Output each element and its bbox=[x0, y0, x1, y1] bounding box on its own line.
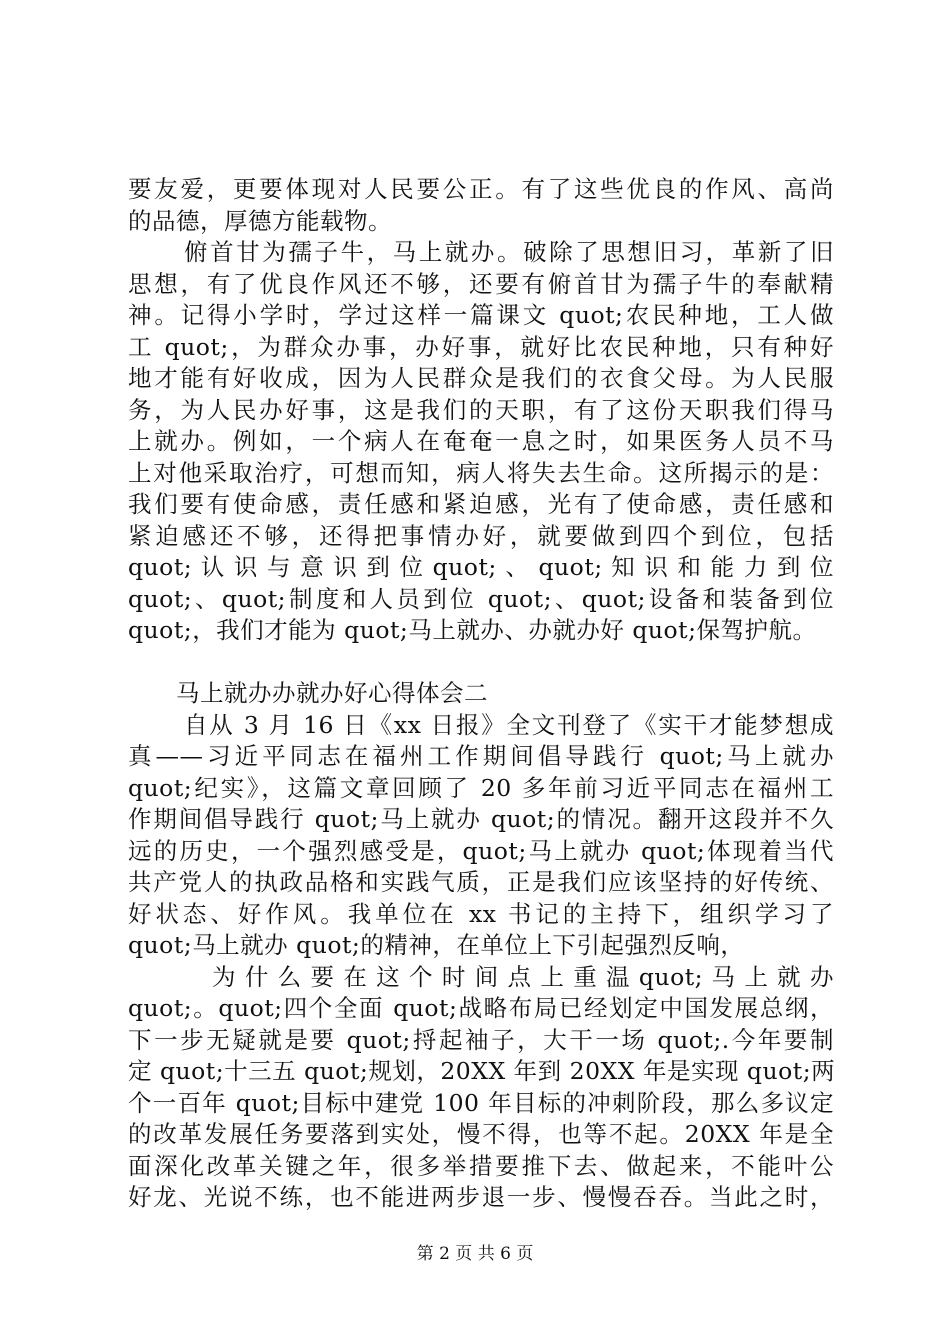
text-line: 真——习近平同志在福州工作期间倡导践行 quot;马上就办 bbox=[128, 742, 834, 770]
text-line: quot;马上就办 quot;的精神，在单位上下引起强烈反响， bbox=[128, 931, 745, 959]
text-line: 务，为人民办好事，这是我们的天职，有了这份天职我们得马 bbox=[128, 395, 834, 424]
text-line: 紧迫感还不够，还得把事情办好，就要做到四个到位，包括 bbox=[128, 521, 834, 550]
text-line: 的改革发展任务要落到实处，慢不得，也等不起。20XX 年是全 bbox=[128, 1120, 834, 1148]
text-line: 的品德，厚德方能载物。 bbox=[128, 206, 392, 235]
paragraph-start-line: 俯首甘为孺子牛，马上就办。破除了思想旧习，革新了旧 bbox=[184, 238, 834, 266]
text-line: 面深化改革关键之年，很多举措要推下去、做起来，不能叶公 bbox=[128, 1151, 834, 1180]
text-line: quot; 认 识 与 意 识 到 位 quot; 、 quot; 知 识 和 能 力 到 位 bbox=[128, 553, 834, 581]
text-line: 定 quot;十三五 quot;规划，20XX 年到 20XX 年是实现 quot;两 bbox=[128, 1057, 836, 1085]
page-number-footer: 第 2 页 共 6 页 bbox=[416, 1244, 534, 1264]
paragraph-start-line: 为 什 么 要 在 这 个 时 间 点 上 重 温 quot; 马 上 就 办 bbox=[212, 962, 834, 991]
text-line: quot;，我们才能为 quot;马上就办、办就办好 quot;保驾护航。 bbox=[128, 616, 817, 644]
text-line: 我们要有使命感，责任感和紧迫感，光有了使命感，责任感和 bbox=[128, 490, 834, 518]
text-line: 要友爱，更要体现对人民要公正。有了这些优良的作风、高尚 bbox=[128, 175, 834, 203]
paragraph-gap bbox=[128, 647, 834, 679]
text-line: 下一步无疑就是要 quot;捋起袖子，大干一场 quot;.今年要制 bbox=[128, 1025, 834, 1054]
text-line: quot;、quot;制度和人员到位 quot;、quot;设备和装备到位 bbox=[128, 584, 834, 613]
text-line: 好龙、光说不练，也不能进两步退一步、慢慢吞吞。当此之时， bbox=[128, 1183, 834, 1211]
text-line: 工 quot;，为群众办事，办好事，就好比农民种地，只有种好 bbox=[128, 332, 834, 361]
text-line: 地才能有好收成，因为人民群众是我们的衣食父母。为人民服 bbox=[128, 364, 834, 392]
text-line: 神。记得小学时，学过这样一篇课文 quot;农民种地，工人做 bbox=[128, 301, 834, 329]
paragraph-start-line: 自从 3 月 16 日《xx 日报》全文刊登了《实干才能梦想成 bbox=[184, 710, 834, 739]
text-line: 远的历史，一个强烈感受是，quot;马上就办 quot;体现着当代 bbox=[128, 836, 834, 865]
text-line: 个一百年 quot;目标中建党 100 年目标的冲刺阶段，那么多议定 bbox=[128, 1088, 834, 1117]
document-body bbox=[128, 174, 834, 1214]
text-line: 共产党人的执政品格和实践气质，正是我们应该坚持的好传统、 bbox=[128, 868, 834, 896]
text-line: 作期间倡导践行 quot;马上就办 quot;的情况。翻开这段并不久 bbox=[128, 805, 834, 833]
text-line: 思想，有了优良作风还不够，还要有俯首甘为孺子牛的奉献精 bbox=[128, 269, 834, 298]
section-heading: 马上就办办就办好心得体会二 bbox=[176, 679, 488, 707]
text-line: 上对他采取治疗，可想而知，病人将失去生命。这所揭示的是： bbox=[128, 458, 834, 487]
text-line: quot;。quot;四个全面 quot;战略布局已经划定中国发展总纲， bbox=[128, 994, 834, 1022]
text-line: 好状态、好作风。我单位在 xx 书记的主持下，组织学习了 bbox=[128, 899, 834, 928]
text-line: quot;纪实》，这篇文章回顾了 20 多年前习近平同志在福州工 bbox=[128, 773, 834, 802]
text-line: 上就办。例如，一个病人在奄奄一息之时，如果医务人员不马 bbox=[128, 427, 834, 455]
